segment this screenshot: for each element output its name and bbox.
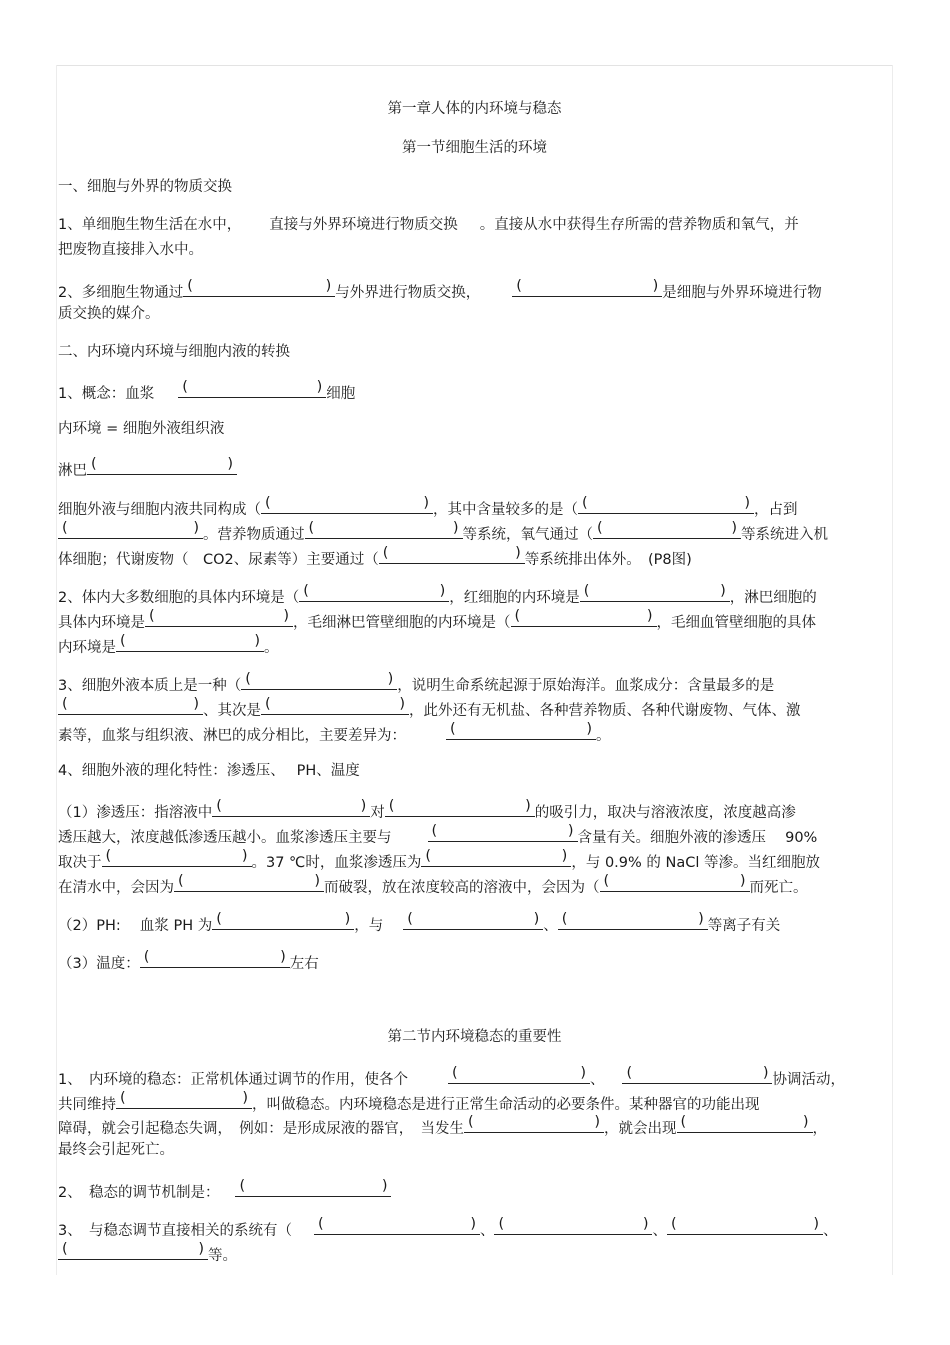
page-border-left xyxy=(56,65,57,1275)
fill-blank[interactable] xyxy=(379,544,525,564)
q3-line-1: 3、 与稳态调节直接相关的系统有（( ) 、( ) 、( ) 、 xyxy=(58,1215,890,1244)
fill-blank[interactable] xyxy=(87,455,237,475)
para-4-line-3: 内环境是( ) 。 xyxy=(58,632,890,661)
page-border-top xyxy=(56,65,893,66)
para-7-line-3: 取决于( ) 。37 ℃时，血浆渗透压为( ) ，与 0.9% 的 NaCl 等渗。当红细胞放 xyxy=(58,847,890,876)
para-2-line-1: 2、多细胞生物通过( ) 与外界进行物质交换，( ) 是细胞与外界环境进行物 xyxy=(58,277,890,306)
heading-1: 一、细胞与外界的物质交换 xyxy=(58,179,232,195)
fill-blank[interactable] xyxy=(183,277,335,297)
fill-blank[interactable] xyxy=(305,519,463,539)
fill-blank[interactable] xyxy=(403,910,543,930)
para-8: （2）PH: 血浆 PH 为( ) ，与( ) 、( ) 等离子有关 xyxy=(58,910,890,939)
heading-2: 二、内环境内环境与细胞内液的转换 xyxy=(58,344,290,360)
para-1-line-1: 1、单细胞生物生活在水中， 直接与外界环境进行物质交换 。直接从水中获得生存所需的营养物质和氧气，并 xyxy=(58,217,799,233)
fill-blank[interactable] xyxy=(677,1113,813,1133)
fill-blank[interactable] xyxy=(593,519,741,539)
para-2-line-2: 质交换的媒介。 xyxy=(58,306,160,322)
q3-line-2: ( )等。 xyxy=(58,1240,890,1269)
section1-title: 第一节细胞生活的环境 xyxy=(402,140,547,156)
fill-blank[interactable] xyxy=(558,910,708,930)
fill-blank[interactable] xyxy=(102,847,252,867)
para-5-line-3: 素等，血浆与组织液、淋巴的成分相比，主要差异为：( ) 。 xyxy=(58,720,890,749)
fill-blank[interactable] xyxy=(511,607,657,627)
section2-title: 第二节内环境稳态的重要性 xyxy=(387,1029,562,1045)
fill-blank[interactable] xyxy=(178,378,326,398)
q1-line-2: 共同维持( ) ，叫做稳态。内环境稳态是进行正常生命活动的必要条件。某种器官的功能出现 xyxy=(58,1089,890,1118)
fill-blank[interactable] xyxy=(448,1064,590,1084)
para-4-line-1: 2、体内大多数细胞的具体内环境是（( ) ，红细胞的内环境是( ) ，淋巴细胞的 xyxy=(58,582,890,611)
fill-blank[interactable] xyxy=(464,1113,604,1133)
fill-blank[interactable] xyxy=(212,797,370,817)
fill-blank[interactable] xyxy=(578,494,754,514)
concept-line-1: 1、概念：血浆( ) 细胞 xyxy=(58,378,890,407)
fill-blank[interactable] xyxy=(512,277,662,297)
para-5-line-2: ( )、其次是( ) ，此外还有无机盐、各种营养物质、各种代谢废物、气体、激 xyxy=(58,695,890,724)
fill-blank[interactable] xyxy=(600,872,750,892)
para-1-line-2: 把废物直接排入水中。 xyxy=(58,242,203,258)
para-7-line-2: 透压越大，浓度越低渗透压越小。血浆渗透压主要与( ) 含量有关。细胞外液的渗透压 90% xyxy=(58,822,890,851)
fill-blank[interactable] xyxy=(116,1089,252,1109)
fill-blank[interactable] xyxy=(145,607,293,627)
para-6: 4、细胞外液的理化特性：渗透压、 PH、温度 xyxy=(58,763,360,779)
para-3-line-2: ( )。营养物质通过( ) 等系统，氧气通过（( ) 等系统进入机 xyxy=(58,519,890,548)
q2: 2、 稳态的调节机制是：( ) xyxy=(58,1177,890,1206)
concept-line-3: 淋巴( ) xyxy=(58,455,890,484)
fill-blank[interactable] xyxy=(421,847,571,867)
page-border-right xyxy=(892,65,893,1275)
fill-blank[interactable] xyxy=(235,1177,391,1197)
fill-blank[interactable] xyxy=(428,822,578,842)
fill-blank[interactable] xyxy=(622,1064,772,1084)
fill-blank[interactable] xyxy=(446,720,596,740)
fill-blank[interactable] xyxy=(140,948,290,968)
para-3-line-1: 细胞外液与细胞内液共同构成（( ) ，其中含量较多的是（( ) ，占到 xyxy=(58,494,890,523)
fill-blank[interactable] xyxy=(261,695,409,715)
fill-blank[interactable] xyxy=(58,519,203,539)
fill-blank[interactable] xyxy=(58,1240,208,1260)
q1-line-3: 障碍，就会引起稳态失调， 例如：是形成尿液的器官， 当发生( ) ，就会出现( ) ， xyxy=(58,1113,890,1142)
fill-blank[interactable] xyxy=(58,695,203,715)
fill-blank[interactable] xyxy=(261,494,433,514)
fill-blank[interactable] xyxy=(212,910,354,930)
para-4-line-2: 具体内环境是( ) ，毛细淋巴管壁细胞的内环境是（( ) ，毛细血管壁细胞的具体 xyxy=(58,607,890,636)
para-9: （3）温度：( ) 左右 xyxy=(58,948,890,977)
para-5-line-1: 3、细胞外液本质上是一种（( ) ，说明生命系统起源于原始海洋。血浆成分：含量最多的是 xyxy=(58,670,890,699)
q1-line-4: 最终会引起死亡。 xyxy=(58,1142,174,1158)
fill-blank[interactable] xyxy=(314,1215,480,1235)
fill-blank[interactable] xyxy=(494,1215,652,1235)
chapter-title: 第一章人体的内环境与稳态 xyxy=(387,101,562,117)
para-7-line-1: （1）渗透压：指溶液中( ) 对( ) 的吸引力，取决与溶液浓度，浓度越高渗 xyxy=(58,797,890,826)
fill-blank[interactable] xyxy=(174,872,324,892)
para-7-line-4: 在清水中，会因为( ) 而破裂，放在浓度较高的溶液中，会因为（( ) 而死亡。 xyxy=(58,872,890,901)
fill-blank[interactable] xyxy=(580,582,730,602)
fill-blank[interactable] xyxy=(241,670,397,690)
q1-line-1: 1、 内环境的稳态：正常机体通过调节的作用，使各个( ) 、( ) 协调活动， xyxy=(58,1064,890,1093)
fill-blank[interactable] xyxy=(667,1215,823,1235)
fill-blank[interactable] xyxy=(299,582,449,602)
concept-line-2: 内环境 = 细胞外液组织液 xyxy=(58,421,225,437)
fill-blank[interactable] xyxy=(116,632,264,652)
fill-blank[interactable] xyxy=(385,797,535,817)
para-3-line-3: 体细胞；代谢废物（ CO2、尿素等）主要通过（( ) 等系统排出体外。 (P8图) xyxy=(58,544,890,573)
